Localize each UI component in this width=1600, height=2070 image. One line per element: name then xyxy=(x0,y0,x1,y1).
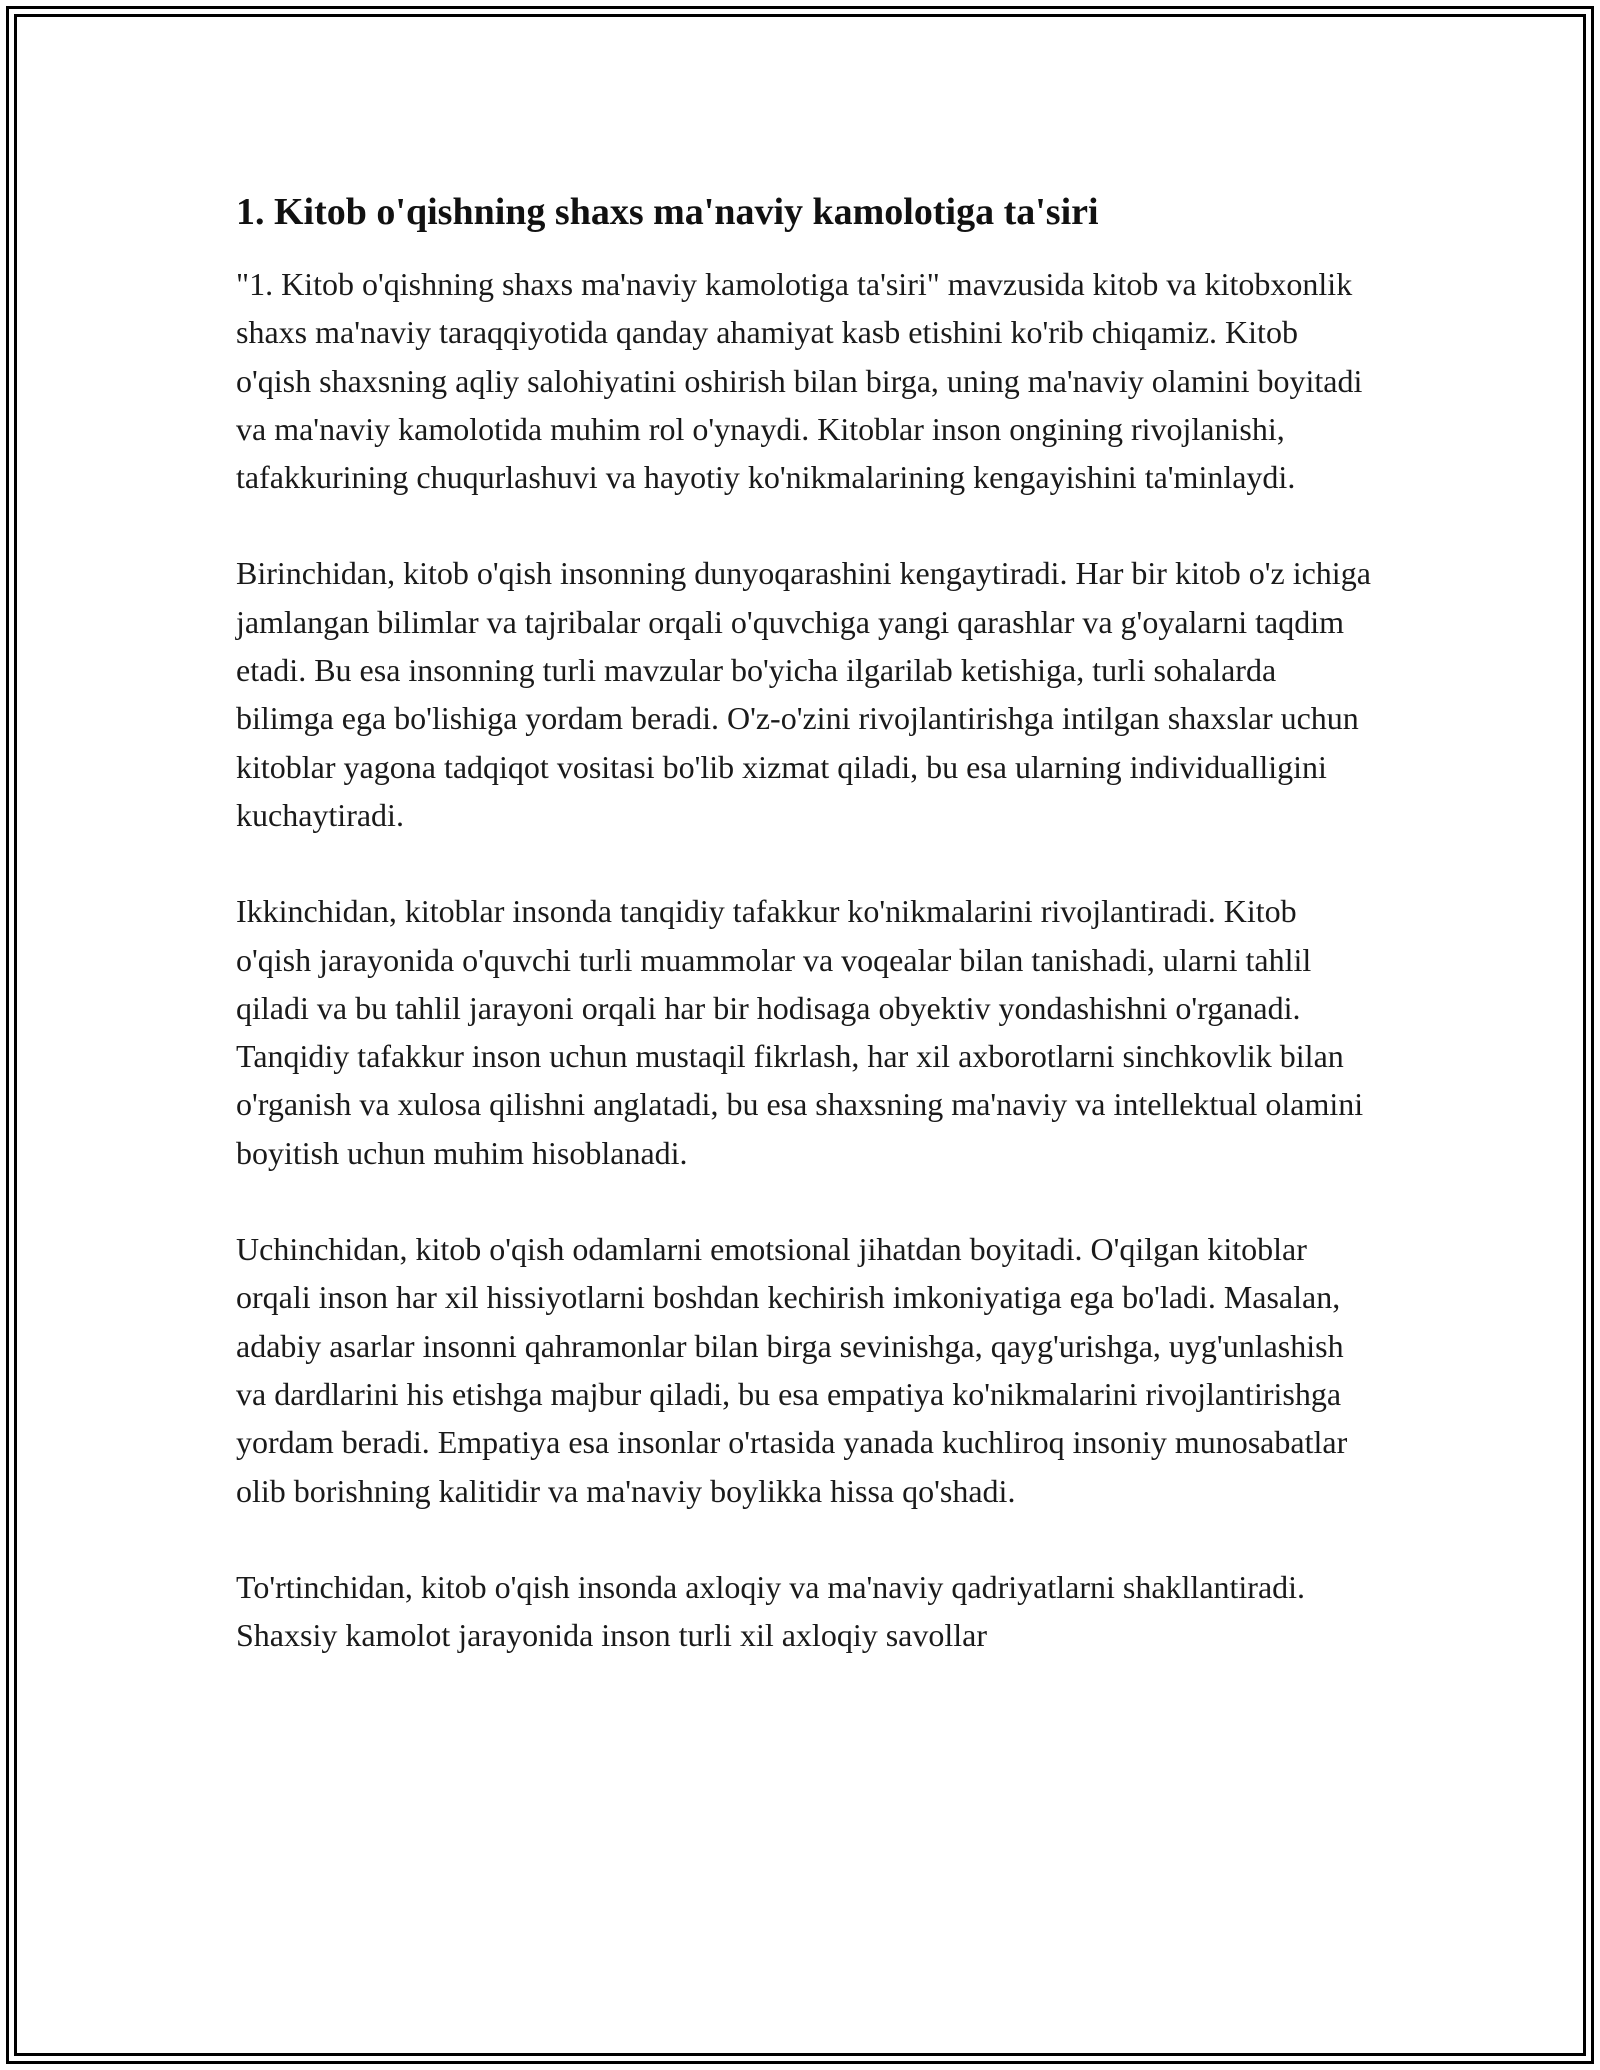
paragraph-fourth: To'rtinchidan, kitob o'qish insonda axloqiy va ma'naviy qadriyatlarni shakllantiradi. Shaxsiy kamolot jarayonida inson turli xil axloqiy savollar xyxy=(236,1568,1306,1654)
paragraph-intro: "1. Kitob o'qishning shaxs ma'naviy kamolotiga ta'siri" mavzusida kitob va kitobxonlik shaxs ma'naviy taraqqiyotida qanday ahamiyat kasb etishini ko'rib chiqamiz. Kitob o'qish shaxsning aqliy salohiyatini oshirish bilan birga, uning ma'naviy olamini boyitadi va ma'naviy kamolotida muhim rol o'ynaydi. Kitoblar inson ongining rivojlanishi, tafakkurining chuqurlashuvi va hayotiy ko'nikmalarining kengayishini ta'minlaydi. xyxy=(236,266,1363,496)
paragraph-second: Ikkinchidan, kitoblar insonda tanqidiy tafakkur ko'nikmalarini rivojlantiradi. Kitob o'qish jarayonida o'quvchi turli muammolar va voqealar bilan tanishadi, ularni tahlil qiladi va bu tahlil jarayoni orqali har bir hodisaga obyektiv yondashishni o'rganadi. Tanqidiy tafakkur inson uchun mustaqil fikrlash, har xil axborotlarni sinchkovlik bilan o'rganish va xulosa qilishni anglatadi, bu esa shaxsning ma'naviy va intellektual olamini boyitish uchun muhim hisoblanadi. xyxy=(236,893,1364,1171)
document-body xyxy=(236,184,1376,1707)
paragraph-first: Birinchidan, kitob o'qish insonning dunyoqarashini kengaytiradi. Har bir kitob o'z ichiga jamlangan bilimlar va tajribalar orqali o'quvchiga yangi qarashlar va g'oyalarni taqdim etadi. Bu esa insonning turli mavzular bo'yicha ilgarilab ketishiga, turli sohalarda bilimga ega bo'lishiga yordam beradi. O'z-o'zini rivojlantirishga intilgan shaxslar uchun kitoblar yagona tadqiqot vositasi bo'lib xizmat qiladi, bu esa ularning individualligini kuchaytiradi. xyxy=(236,555,1371,833)
paragraph-third: Uchinchidan, kitob o'qish odamlarni emotsional jihatdan boyitadi. O'qilgan kitoblar orqali inson har xil hissiyotlarni boshdan kechirish imkoniyatiga ega bo'ladi. Masalan, adabiy asarlar insonni qahramonlar bilan birga sevinishga, qayg'urishga, uyg'unlashish va dardlarini his etishga majbur qiladi, bu esa empatiya ko'nikmalarini rivojlantirishga yordam beradi. Empatiya esa insonlar o'rtasida yanada kuchliroq insoniy munosabatlar olib borishning kalitidir va ma'naviy boylikka hissa qo'shadi. xyxy=(236,1231,1348,1509)
section-heading: 1. Kitob o'qishning shaxs ma'naviy kamolotiga ta'siri xyxy=(236,191,1099,233)
